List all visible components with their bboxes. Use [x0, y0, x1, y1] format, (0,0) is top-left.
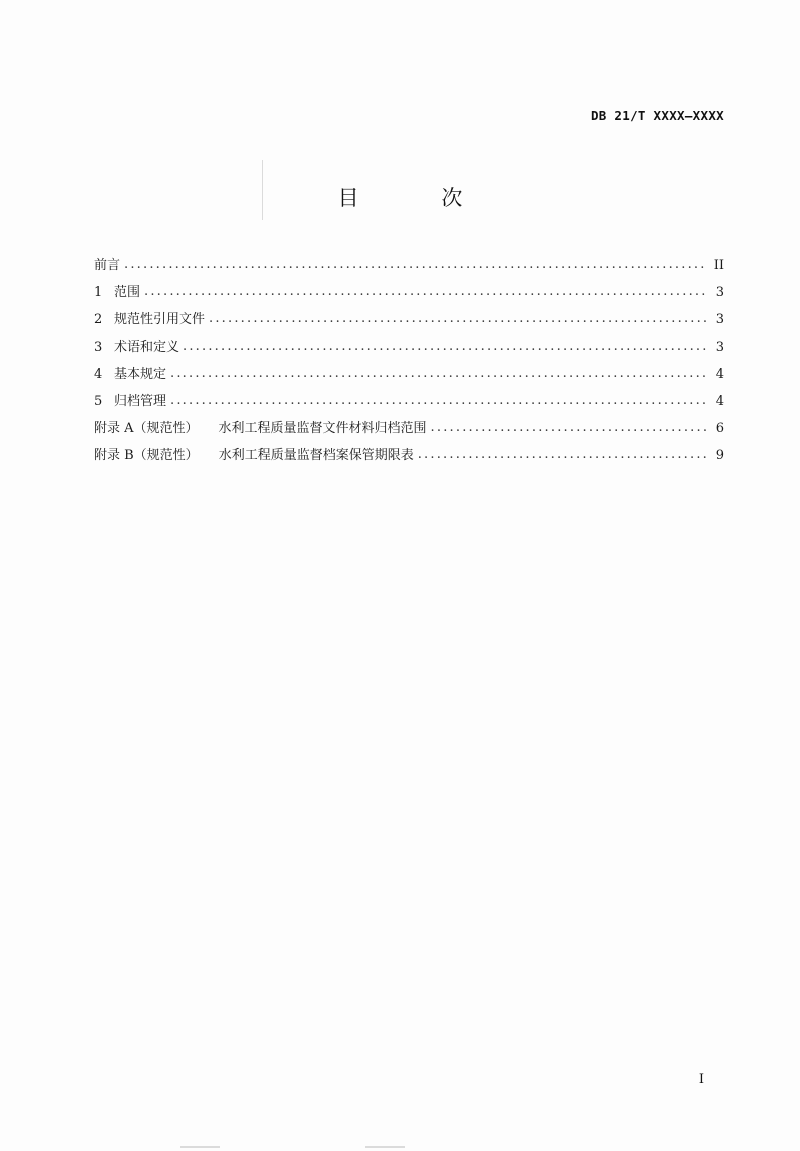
toc-entry-page: 3 — [715, 339, 724, 355]
scan-artifact — [262, 160, 263, 220]
toc-entry-appendix-a[interactable] — [94, 419, 724, 446]
toc-entry-page: 4 — [715, 366, 724, 382]
toc-entry-label: 规范性引用文件 — [114, 312, 206, 328]
toc-leader-dots — [170, 391, 706, 411]
page-title: 目 次 — [337, 186, 501, 210]
toc-leader-dots — [144, 282, 706, 302]
toc-entry-appendix-b[interactable] — [94, 446, 724, 473]
toc-entry-label: 归档管理 — [114, 393, 167, 409]
scan-artifact — [180, 1146, 220, 1148]
toc-entry-number: 1 — [94, 285, 103, 301]
toc-entry-label: 基本规定 — [114, 366, 167, 382]
toc-leader-dots — [124, 255, 706, 275]
toc-entry-normative-references[interactable] — [94, 310, 724, 337]
toc-entry-page: 4 — [715, 393, 724, 409]
toc-leader-dots — [209, 309, 706, 329]
toc-entry-label: 水利工程质量监督档案保管期限表 — [218, 448, 414, 464]
toc-entry-scope[interactable] — [94, 283, 724, 310]
toc-entry-page: 9 — [715, 448, 724, 464]
page-number: I — [698, 1072, 704, 1087]
toc-entry-archive-management[interactable] — [94, 392, 724, 419]
toc-appendix-tag: 附录 B（规范性） — [94, 448, 199, 464]
toc-entry-page: 3 — [715, 312, 724, 328]
toc-entry-label: 水利工程质量监督文件材料归档范围 — [218, 421, 427, 437]
standard-code: DB 21/T XXXX—XXXX — [590, 108, 724, 123]
toc-entry-basic-provisions[interactable] — [94, 365, 724, 392]
toc-entry-page: II — [713, 258, 724, 273]
toc-leader-dots — [183, 337, 706, 357]
toc-entry-label: 范围 — [114, 285, 141, 301]
toc-entry-number: 4 — [94, 366, 103, 382]
toc-entry-label: 前言 — [94, 258, 121, 273]
scan-artifact — [365, 1146, 405, 1148]
toc-entry-foreword[interactable] — [94, 256, 724, 283]
toc-leader-dots — [431, 418, 706, 438]
table-of-contents — [94, 256, 724, 474]
toc-entry-number: 3 — [94, 339, 103, 355]
toc-entry-page: 6 — [715, 421, 724, 437]
toc-leader-dots — [170, 364, 706, 384]
toc-entry-number: 5 — [94, 393, 103, 409]
toc-appendix-tag: 附录 A（规范性） — [94, 421, 199, 437]
toc-entry-terms-definitions[interactable] — [94, 338, 724, 365]
toc-leader-dots — [418, 445, 706, 465]
toc-entry-number: 2 — [94, 312, 103, 328]
toc-entry-label: 术语和定义 — [114, 339, 180, 355]
toc-entry-page: 3 — [715, 285, 724, 301]
